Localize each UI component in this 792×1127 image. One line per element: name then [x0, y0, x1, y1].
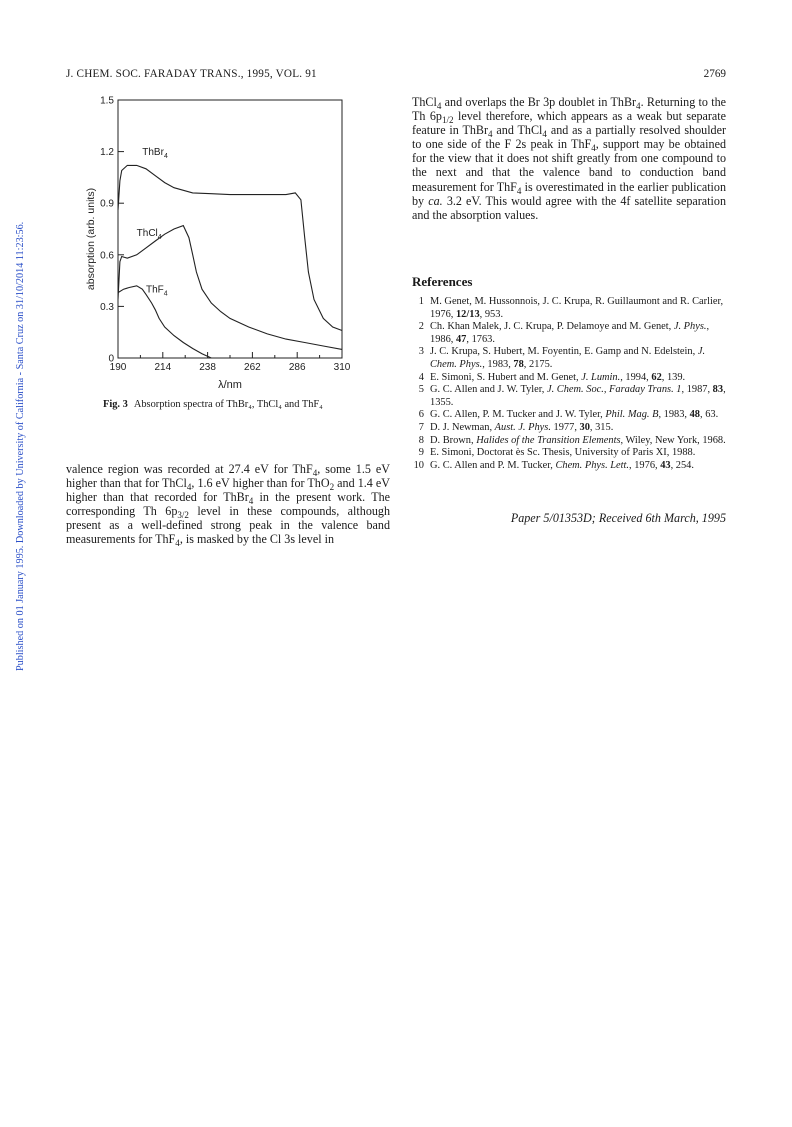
y-tick-label: 0: [108, 353, 114, 365]
body-text-right: ThCl$_4$ and overlaps the Br 3p doublet in ThBr$_4$. Returning to the Th $6p_{1/2}$ level therefore, which appears as a weak but separate feature in ThBr$_4$ and ThCl$_4$ and as a partially resolved shoulder to one side of the F 2s peak in ThF$_4$, support may be obtained for the view that it does not shift greatly from one compound to the next and that the valence band to conduction band measurement for ThF$_4$ is overestimated in the earlier publication by ca. 3.2 eV. This would agree with the 4f satellite separation and the absorption values.: [412, 95, 727, 222]
y-tick-label: 0.3: [100, 301, 114, 313]
series-line-thbr4: [118, 165, 342, 330]
series-label-thcl4: ThCl$_4$: [136, 227, 162, 241]
y-tick-label: 0.9: [100, 198, 114, 210]
x-tick-label: 238: [199, 362, 216, 373]
reference-item: 8 D. Brown, Halides of the Transition Elements, Wiley, New York, 1968.: [418, 434, 726, 446]
reference-item: 7 D. J. Newman, Aust. J. Phys. 1977, 30, 315.: [418, 421, 614, 433]
page-number: 2769: [703, 68, 726, 80]
x-tick-label: 190: [109, 362, 127, 373]
paper-received-note: Paper 5/01353D; Received 6th March, 1995: [510, 511, 726, 525]
x-tick-label: 310: [333, 362, 351, 373]
x-tick-label: 262: [244, 362, 261, 373]
x-tick-label: 214: [154, 362, 172, 373]
reference-item: 3 J. C. Krupa, S. Hubert, M. Foyentin, E. Gamp and N. Edelstein, J. Chem. Phys., 1983, 78, 2175.: [418, 346, 706, 370]
reference-item: 5 G. C. Allen and J. W. Tyler, J. Chem. Soc., Faraday Trans. 1, 1987, 83, 1355.: [418, 384, 726, 408]
download-watermark: [3, 212, 26, 682]
download-note-text: Published on 01 January 1995. Downloaded by University of California - Santa Cruz on 31/10/2014 11:23:56.: [15, 221, 26, 671]
x-axis-label: λ/nm: [218, 379, 242, 390]
reference-item: 10 G. C. Allen and P. M. Tucker, Chem. Phys. Lett., 1976, 43, 254.: [413, 459, 694, 471]
body-text-left: valence region was recorded at 27.4 eV for ThF$_4$, some 1.5 eV higher than that for ThCl$_4$, 1.6 eV higher than for ThO$_2$ and 1.4 eV higher than that recorded for ThBr$_4$ in the present work. The corresponding Th $6p_{3/2}$ level in these compounds, although present as a well-defined strong peak in the valence band measurements for ThF$_4$, is masked by the Cl 3s level in: [66, 462, 391, 549]
y-tick-label: 1.2: [100, 147, 114, 159]
x-tick-label: 286: [288, 362, 306, 373]
y-tick-label: 0.6: [100, 250, 114, 262]
reference-item: 6 G. C. Allen, P. M. Tucker and J. W. Tyler, Phil. Mag. B, 1983, 48, 63.: [418, 409, 719, 421]
reference-item: 1 M. Genet, M. Hussonnois, J. C. Krupa, R. Guillaumont and R. Carlier, 1976, 12/13, 953.: [418, 296, 724, 320]
reference-item: 2 Ch. Khan Malek, J. C. Krupa, P. Delamoye and M. Genet, J. Phys., 1986, 47, 1763.: [418, 321, 710, 345]
figure-label: Fig. 3: [103, 399, 128, 410]
references-heading: References: [412, 274, 473, 289]
figure-caption: [103, 399, 323, 410]
series-label-thf4: ThF$_4$: [146, 284, 168, 298]
absorption-chart: [84, 90, 384, 390]
references-list: [412, 296, 728, 472]
series-label-thbr4: ThBr$_4$: [142, 147, 168, 161]
figure-caption-text: Absorption spectra of ThBr₄, ThCl₄ and ThF₄: [133, 399, 323, 410]
reference-item: 9 E. Simoni, Doctorat ès Sc. Thesis, University of Paris XI, 1988.: [418, 447, 696, 459]
reference-item: 4 E. Simoni, S. Hubert and M. Genet, J. Lumin., 1994, 62, 139.: [418, 371, 686, 383]
journal-header: J. CHEM. SOC. FARADAY TRANS., 1995, VOL. 91: [66, 68, 317, 80]
y-tick-label: 1.5: [100, 95, 114, 107]
y-axis-label: absorption (arb. units): [85, 187, 97, 291]
chart-series: [118, 165, 342, 358]
